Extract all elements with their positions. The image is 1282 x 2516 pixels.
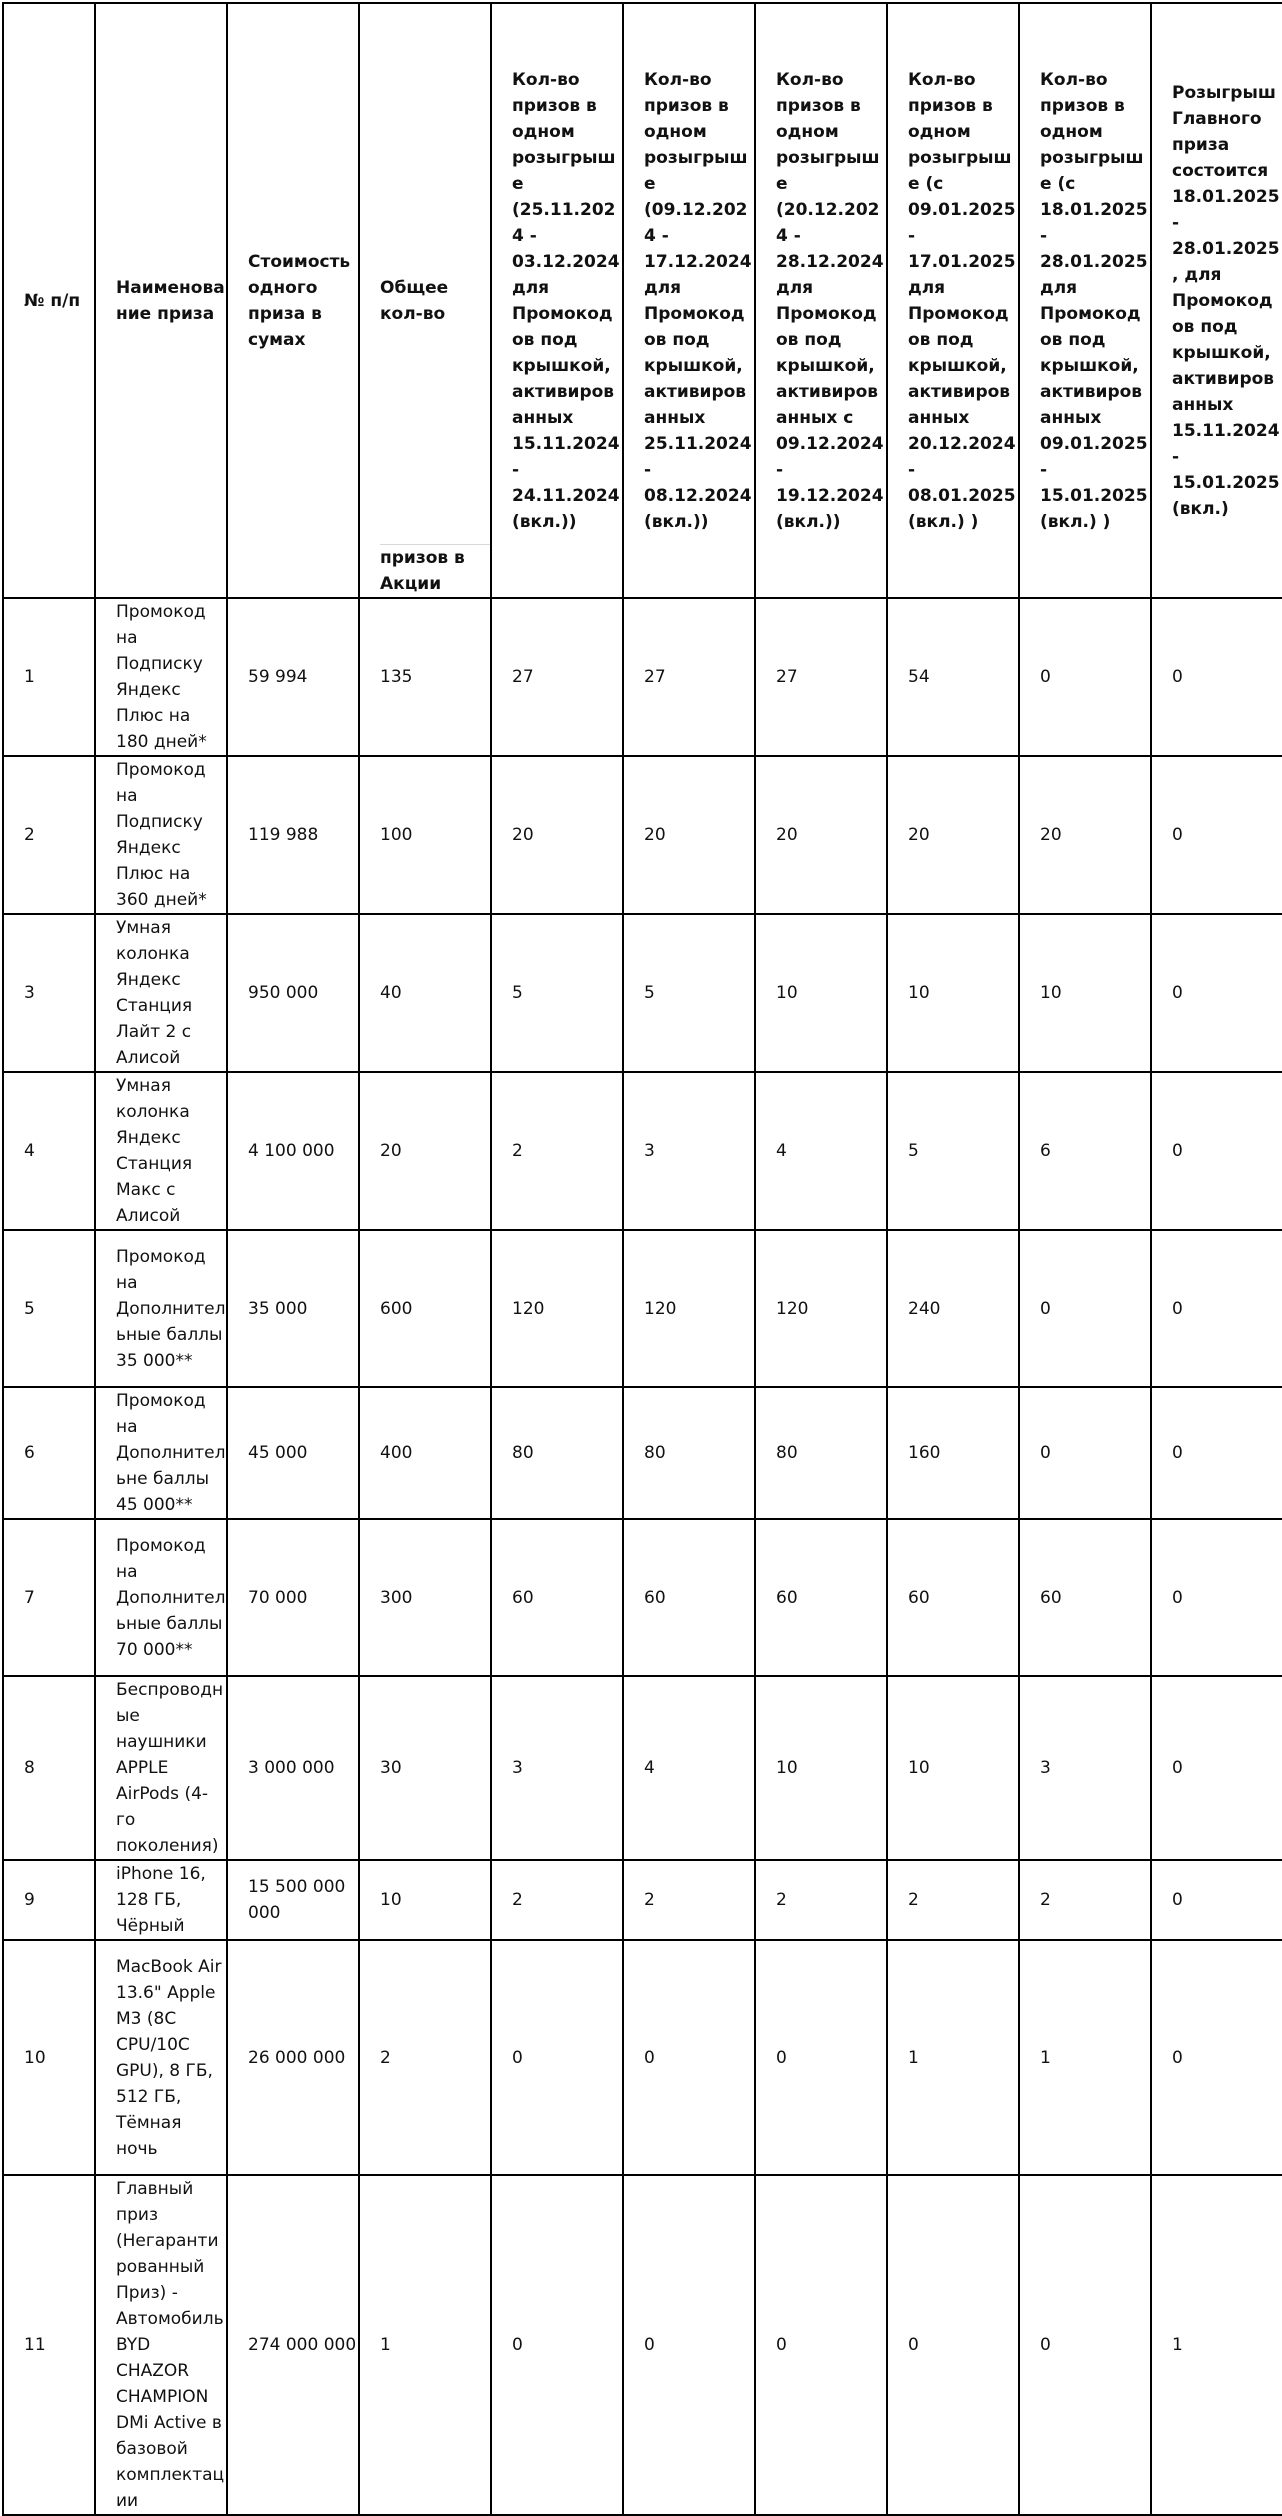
draw-5-count: 6 <box>1019 1072 1151 1230</box>
header-draw-3: Кол-во призов в одном розыгрыше (20.12.2024 - 28.12.2024 для Промокодов под крышкой, активированных с 09.12.2024 - 19.12.2024 (вкл.)) <box>755 3 887 598</box>
draw-3-count: 10 <box>755 914 887 1072</box>
draw-5-count: 0 <box>1019 2175 1151 2515</box>
prize-cost: 15 500 000 000 <box>227 1860 359 1940</box>
draw-3-count: 120 <box>755 1230 887 1387</box>
draw-1-count: 2 <box>491 1072 623 1230</box>
table-row <box>3 1230 1282 1387</box>
draw-4-count: 10 <box>887 914 1019 1072</box>
draw-4-count: 54 <box>887 598 1019 756</box>
draw-1-count: 2 <box>491 1860 623 1940</box>
table-row <box>3 914 1282 1072</box>
prize-name: Промокод на Дополнительные баллы 70 000** <box>95 1519 227 1676</box>
prize-table <box>2 2 1282 2516</box>
draw-5-count: 1 <box>1019 1940 1151 2175</box>
row-num: 9 <box>3 1860 95 1940</box>
row-num: 10 <box>3 1940 95 2175</box>
draw-4-count: 20 <box>887 756 1019 914</box>
table-row <box>3 1860 1282 1940</box>
row-num: 1 <box>3 598 95 756</box>
prize-cost: 59 994 <box>227 598 359 756</box>
header-num: № п/п <box>3 3 95 598</box>
main-prize-draw-count: 1 <box>1151 2175 1282 2515</box>
draw-1-count: 20 <box>491 756 623 914</box>
draw-5-count: 20 <box>1019 756 1151 914</box>
row-num: 8 <box>3 1676 95 1860</box>
header-draw-1: Кол-во призов в одном розыгрыше (25.11.2024 - 03.12.2024 для Промокодов под крышкой, активированных 15.11.2024 - 24.11.2024 (вкл.)) <box>491 3 623 598</box>
prize-name: Главный приз (Негарантированный Приз) - Автомобиль BYD CHAZOR CHAMPION DMi Active в базовой комплектации <box>95 2175 227 2515</box>
prize-total: 1 <box>359 2175 491 2515</box>
prize-cost: 4 100 000 <box>227 1072 359 1230</box>
table-row <box>3 1940 1282 2175</box>
draw-3-count: 0 <box>755 2175 887 2515</box>
prize-name: Промокод на Подписку Яндекс Плюс на 360 дней* <box>95 756 227 914</box>
draw-3-count: 80 <box>755 1387 887 1519</box>
prize-cost: 70 000 <box>227 1519 359 1676</box>
prize-total: 30 <box>359 1676 491 1860</box>
table-row <box>3 2175 1282 2515</box>
header-name: Наименование приза <box>95 3 227 598</box>
header-total-sub: призов в Акции <box>380 544 490 597</box>
prize-cost: 119 988 <box>227 756 359 914</box>
row-num: 4 <box>3 1072 95 1230</box>
header-total-main: Общее кол-во <box>380 277 449 324</box>
table-row <box>3 756 1282 914</box>
main-prize-draw-count: 0 <box>1151 1940 1282 2175</box>
prize-total: 100 <box>359 756 491 914</box>
draw-4-count: 60 <box>887 1519 1019 1676</box>
prize-total: 40 <box>359 914 491 1072</box>
draw-1-count: 120 <box>491 1230 623 1387</box>
draw-2-count: 0 <box>623 2175 755 2515</box>
prize-name: MacBook Air 13.6" Apple M3 (8C CPU/10C GPU), 8 ГБ, 512 ГБ, Тёмная ночь <box>95 1940 227 2175</box>
draw-5-count: 10 <box>1019 914 1151 1072</box>
draw-4-count: 0 <box>887 2175 1019 2515</box>
header-cost: Стоимость одного приза в сумах <box>227 3 359 598</box>
prize-name: Беспроводные наушники APPLE AirPods (4-го поколения) <box>95 1676 227 1860</box>
draw-3-count: 2 <box>755 1860 887 1940</box>
row-num: 11 <box>3 2175 95 2515</box>
prize-total: 10 <box>359 1860 491 1940</box>
draw-1-count: 0 <box>491 1940 623 2175</box>
prize-total: 300 <box>359 1519 491 1676</box>
header-draw-5: Кол-во призов в одном розыгрыше (с 18.01.2025 - 28.01.2025 для Промокодов под крышкой, активированных 09.01.2025 - 15.01.2025 (вкл.) ) <box>1019 3 1151 598</box>
draw-2-count: 27 <box>623 598 755 756</box>
draw-5-count: 0 <box>1019 598 1151 756</box>
draw-5-count: 3 <box>1019 1676 1151 1860</box>
draw-1-count: 80 <box>491 1387 623 1519</box>
main-prize-draw-count: 0 <box>1151 1676 1282 1860</box>
prize-cost: 274 000 000 <box>227 2175 359 2515</box>
draw-4-count: 160 <box>887 1387 1019 1519</box>
draw-2-count: 2 <box>623 1860 755 1940</box>
row-num: 6 <box>3 1387 95 1519</box>
main-prize-draw-count: 0 <box>1151 914 1282 1072</box>
draw-4-count: 10 <box>887 1676 1019 1860</box>
main-prize-draw-count: 0 <box>1151 1387 1282 1519</box>
draw-5-count: 0 <box>1019 1230 1151 1387</box>
draw-1-count: 3 <box>491 1676 623 1860</box>
row-num: 5 <box>3 1230 95 1387</box>
prize-cost: 35 000 <box>227 1230 359 1387</box>
prize-name: Промокод на Подписку Яндекс Плюс на 180 дней* <box>95 598 227 756</box>
prize-total: 2 <box>359 1940 491 2175</box>
draw-4-count: 1 <box>887 1940 1019 2175</box>
draw-1-count: 60 <box>491 1519 623 1676</box>
prize-cost: 45 000 <box>227 1387 359 1519</box>
table-row <box>3 1387 1282 1519</box>
draw-2-count: 3 <box>623 1072 755 1230</box>
draw-2-count: 4 <box>623 1676 755 1860</box>
draw-2-count: 20 <box>623 756 755 914</box>
draw-1-count: 5 <box>491 914 623 1072</box>
draw-2-count: 80 <box>623 1387 755 1519</box>
prize-name: Промокод на Дополнительные баллы 35 000** <box>95 1230 227 1387</box>
prize-cost: 950 000 <box>227 914 359 1072</box>
header-main-prize-draw: Розыгрыш Главного приза состоится 18.01.2025 - 28.01.2025, для Промокодов под крышкой, активированных 15.11.2024 - 15.01.2025 (вкл.) <box>1151 3 1282 598</box>
draw-3-count: 27 <box>755 598 887 756</box>
table-body <box>3 598 1282 2515</box>
draw-1-count: 27 <box>491 598 623 756</box>
prize-name: Умная колонка Яндекс Станция Лайт 2 с Алисой <box>95 914 227 1072</box>
main-prize-draw-count: 0 <box>1151 1860 1282 1940</box>
draw-2-count: 0 <box>623 1940 755 2175</box>
table-row <box>3 1676 1282 1860</box>
draw-1-count: 0 <box>491 2175 623 2515</box>
header-draw-2: Кол-во призов в одном розыгрыше (09.12.2024 - 17.12.2024 для Промокодов под крышкой, активированных 25.11.2024 - 08.12.2024 (вкл.)) <box>623 3 755 598</box>
prize-total: 135 <box>359 598 491 756</box>
main-prize-draw-count: 0 <box>1151 1519 1282 1676</box>
draw-4-count: 5 <box>887 1072 1019 1230</box>
prize-name: iPhone 16, 128 ГБ, Чёрный <box>95 1860 227 1940</box>
draw-2-count: 5 <box>623 914 755 1072</box>
main-prize-draw-count: 0 <box>1151 756 1282 914</box>
row-num: 2 <box>3 756 95 914</box>
row-num: 7 <box>3 1519 95 1676</box>
draw-2-count: 60 <box>623 1519 755 1676</box>
draw-5-count: 2 <box>1019 1860 1151 1940</box>
prize-cost: 26 000 000 <box>227 1940 359 2175</box>
draw-5-count: 60 <box>1019 1519 1151 1676</box>
prize-total: 600 <box>359 1230 491 1387</box>
table-row <box>3 1519 1282 1676</box>
main-prize-draw-count: 0 <box>1151 1230 1282 1387</box>
draw-4-count: 240 <box>887 1230 1019 1387</box>
header-total <box>359 3 491 598</box>
draw-3-count: 20 <box>755 756 887 914</box>
prize-name: Промокод на Дополнительне баллы 45 000** <box>95 1387 227 1519</box>
row-num: 3 <box>3 914 95 1072</box>
main-prize-draw-count: 0 <box>1151 1072 1282 1230</box>
draw-5-count: 0 <box>1019 1387 1151 1519</box>
draw-3-count: 0 <box>755 1940 887 2175</box>
prize-cost: 3 000 000 <box>227 1676 359 1860</box>
header-row <box>3 3 1282 598</box>
draw-2-count: 120 <box>623 1230 755 1387</box>
draw-3-count: 60 <box>755 1519 887 1676</box>
draw-3-count: 4 <box>755 1072 887 1230</box>
draw-4-count: 2 <box>887 1860 1019 1940</box>
main-prize-draw-count: 0 <box>1151 598 1282 756</box>
prize-name: Умная колонка Яндекс Станция Макс с Алисой <box>95 1072 227 1230</box>
header-draw-4: Кол-во призов в одном розыгрыше (с 09.01.2025 - 17.01.2025 для Промокодов под крышкой, активированных 20.12.2024 - 08.01.2025 (вкл.) ) <box>887 3 1019 598</box>
table-row <box>3 1072 1282 1230</box>
prize-total: 20 <box>359 1072 491 1230</box>
prize-total: 400 <box>359 1387 491 1519</box>
draw-3-count: 10 <box>755 1676 887 1860</box>
table-row <box>3 598 1282 756</box>
